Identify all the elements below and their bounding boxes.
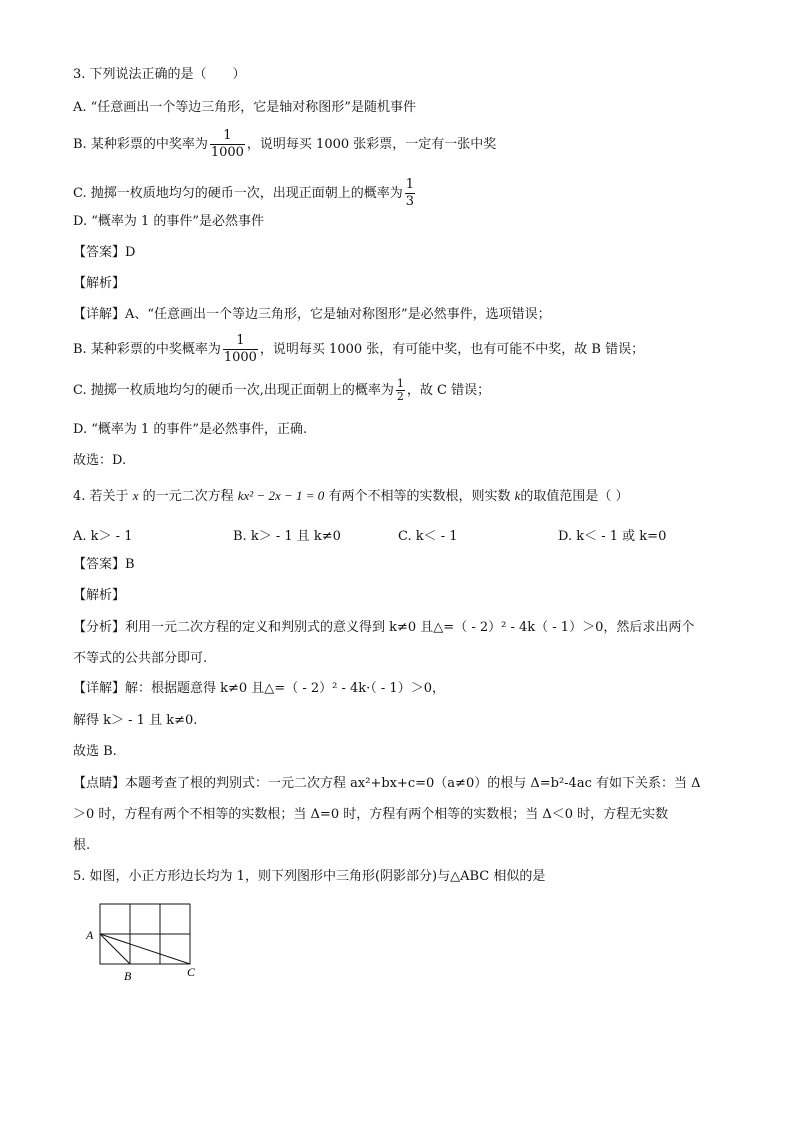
q4-fenxi-line-1: 【分析】利用一元二次方程的定义和判别式的意义得到 k≠0 且△=（ - 2）² - 4k（ - 1）＞0，然后求出两个 bbox=[73, 620, 695, 635]
vertex-label-a: A bbox=[86, 928, 94, 942]
q3-detail-b-fraction: $\frac{1}{1000}$ bbox=[223, 333, 257, 365]
q4-answer: 【答案】B bbox=[73, 557, 135, 572]
q3-option-d: D. “概率为 1 的事件”是必然事件 bbox=[73, 214, 265, 229]
q5-grid-figure bbox=[80, 900, 210, 990]
q3-option-b bbox=[73, 128, 496, 162]
q3-option-b-prefix: B. 某种彩票的中奖率为 bbox=[73, 137, 208, 152]
q3-detail-b bbox=[73, 333, 644, 367]
q4-fenxi-line-2: 不等式的公共部分即可. bbox=[73, 651, 208, 666]
q4-dianjing-line-3: 根. bbox=[73, 838, 91, 853]
q4-detail-line-1: 【详解】解：根据题意得 k≠0 且△=（ - 2）² - 4k·（ - 1）＞0， bbox=[73, 681, 445, 696]
q4-option-d: D. k＜ - 1 或 k=0 bbox=[558, 529, 667, 544]
q4-dianjing-line-2: ＞0 时，方程有两个不相等的实数根；当 Δ=0 时，方程有两个相等的实数根；当 Δ＜0 时，方程无实数 bbox=[73, 807, 669, 822]
vertex-label-b: B bbox=[124, 969, 132, 983]
q4-option-a: A. k＞ - 1 bbox=[73, 529, 133, 544]
triangle-abc bbox=[100, 934, 190, 964]
q4-option-c: C. k＜ - 1 bbox=[398, 529, 458, 544]
q3-option-c-prefix: C. 抛掷一枚质地均匀的硬币一次，出现正面朝上的概率为 bbox=[73, 186, 403, 201]
vertex-label-c: C bbox=[187, 965, 196, 979]
q3-option-c bbox=[73, 177, 417, 211]
q3-detail-c-prefix: C. 抛掷一枚质地均匀的硬币一次,出现正面朝上的概率为 bbox=[73, 383, 394, 398]
q3-option-a: A. “任意画出一个等边三角形，它是轴对称图形”是随机事件 bbox=[73, 100, 416, 115]
q3-stem: 3. 下列说法正确的是（ ） bbox=[73, 67, 246, 82]
q3-detail-c-fraction: $\frac{1}{2}$ bbox=[396, 377, 404, 403]
q3-detail-d: D. “概率为 1 的事件”是必然事件，正确. bbox=[73, 422, 308, 437]
q4-stem-post: 有两个不相等的实数根，则实数 bbox=[328, 489, 511, 504]
q3-detail-c-suffix: ，故 C 错误； bbox=[406, 383, 491, 398]
q3-detail-a: 【详解】A、“任意画出一个等边三角形，它是轴对称图形”是必然事件，选项错误； bbox=[73, 307, 551, 322]
q3-option-b-suffix: ，说明每买 1000 张彩票，一定有一张中奖 bbox=[246, 137, 497, 152]
q3-option-b-fraction: $\frac{1}{1000}$ bbox=[210, 128, 244, 160]
q4-dianjing-line-1: 【点睛】本题考查了根的判别式：一元二次方程 ax²+bx+c=0（a≠0）的根与 Δ=b²-4ac 有如下关系：当 Δ bbox=[73, 776, 701, 791]
q4-var-k: k bbox=[514, 488, 521, 503]
q3-detail-b-suffix: ，说明每买 1000 张，有可能中奖，也有可能不中奖，故 B 错误； bbox=[259, 342, 645, 357]
q4-stem-prefix: 4. 若关于 bbox=[73, 489, 129, 504]
q3-detail-b-prefix: B. 某种彩票的中奖概率为 bbox=[73, 342, 221, 357]
q4-stem-end: 的取值范围是（ ） bbox=[520, 489, 629, 504]
q3-choice: 故选：D. bbox=[73, 453, 127, 468]
grid-lines bbox=[100, 904, 190, 964]
q3-answer: 【答案】D bbox=[73, 245, 136, 260]
q3-option-c-fraction: $\frac{1}{3}$ bbox=[405, 177, 415, 209]
q4-option-b: B. k＞ - 1 且 k≠0 bbox=[233, 529, 341, 544]
q5-stem: 5. 如图，小正方形边长均为 1，则下列图形中三角形(阴影部分)与△ABC 相似的是 bbox=[73, 869, 546, 884]
q4-analysis-label: 【解析】 bbox=[73, 588, 126, 603]
q4-detail-line-2: 解得 k＞ - 1 且 k≠0. bbox=[73, 713, 198, 728]
q4-var-x: x bbox=[132, 488, 139, 503]
q4-equation: kx² − 2x − 1 = 0 bbox=[237, 488, 325, 503]
q3-analysis-label: 【解析】 bbox=[73, 276, 126, 291]
q4-stem bbox=[73, 487, 629, 506]
q3-detail-c bbox=[73, 377, 490, 405]
q4-choice: 故选 B. bbox=[73, 744, 117, 759]
q4-stem-mid: 的一元二次方程 bbox=[142, 489, 234, 504]
